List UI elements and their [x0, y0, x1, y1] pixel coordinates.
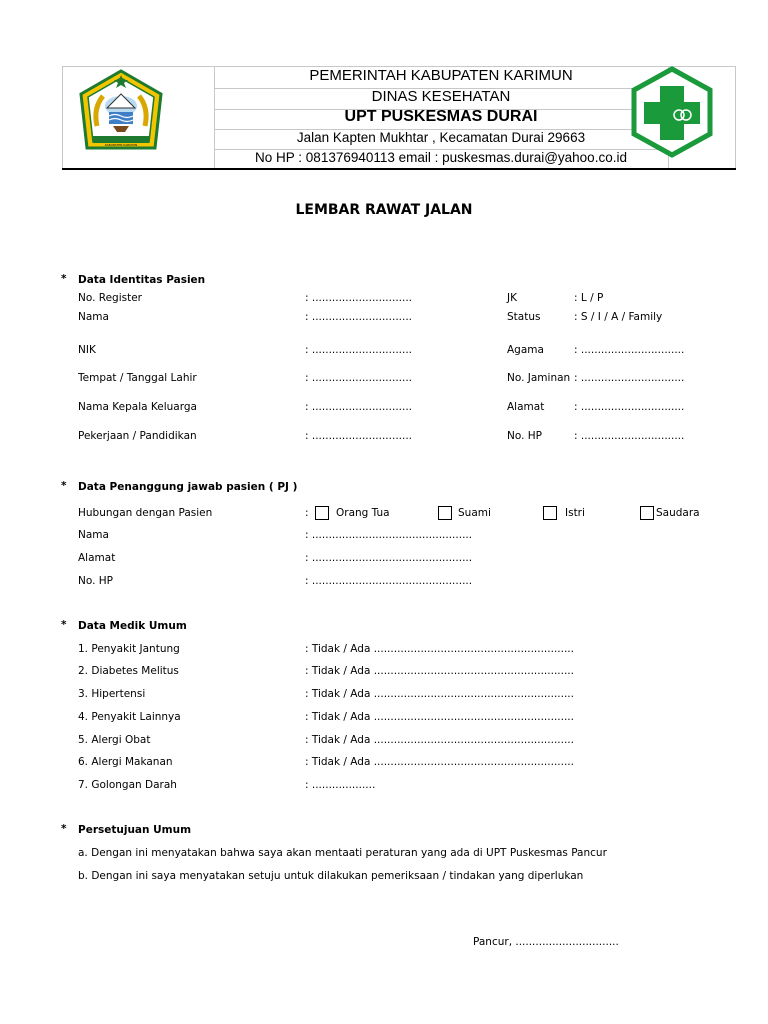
field-label: Nama Kepala Keluarga [78, 401, 197, 413]
section-bullet: * [61, 480, 67, 492]
medical-item-value[interactable]: : Tidak / Ada ............................................................ [305, 711, 574, 723]
field-value[interactable]: : .............................. [305, 344, 413, 356]
field-label: Alamat [507, 401, 545, 413]
option-label: Orang Tua [336, 507, 390, 519]
consent-item: b. Dengan ini saya menyatakan setuju untuk dilakukan pemeriksaan / tindakan yang diperlukan [78, 870, 584, 882]
header-institution: UPT PUSKESMAS DURAI [344, 108, 538, 125]
field-value[interactable]: : .............................. [305, 430, 413, 442]
field-label: Pekerjaan / Pandidikan [78, 430, 197, 442]
field-value[interactable]: : ............................... [574, 344, 685, 356]
section-heading-persetujuan: Persetujuan Umum [78, 824, 192, 836]
document-title: LEMBAR RAWAT JALAN [295, 202, 473, 218]
field-value[interactable]: : ............................... [574, 430, 685, 442]
puskesmas-cross-icon [630, 66, 714, 158]
header-department: DINAS KESEHATAN [371, 88, 511, 105]
field-label: Agama [507, 344, 544, 356]
medical-item-value[interactable]: : Tidak / Ada ............................................................ [305, 688, 574, 700]
medical-item-label: 4. Penyakit Lainnya [78, 711, 181, 723]
field-value[interactable]: : S / I / A / Family [574, 311, 663, 323]
section-heading-medik: Data Medik Umum [78, 620, 187, 632]
place-date-line[interactable]: Pancur, ............................... [473, 936, 619, 948]
consent-item: a. Dengan ini menyatakan bahwa saya akan mentaati peraturan yang ada di UPT Puskesmas Pancur [78, 847, 607, 859]
field-label: No. HP [507, 430, 542, 442]
field-label: No. HP [78, 575, 113, 587]
medical-item-label: 7. Golongan Darah [78, 779, 177, 791]
regency-emblem-text: KABUPATEN KARIMUN [104, 143, 138, 147]
field-label: Tempat / Tanggal Lahir [78, 372, 197, 384]
checkbox-istri[interactable] [543, 506, 557, 520]
option-label: Istri [565, 507, 585, 519]
header-government: PEMERINTAH KABUPATEN KARIMUN [309, 67, 573, 84]
field-label: NIK [78, 344, 96, 356]
field-label: Nama [78, 311, 109, 323]
field-value[interactable]: : .............................. [305, 292, 413, 304]
option-label: Suami [458, 507, 491, 519]
field-value[interactable]: : L / P [574, 292, 604, 304]
field-value[interactable]: : .............................. [305, 401, 413, 413]
field-label: No. Jaminan [507, 372, 571, 384]
field-value[interactable]: : .............................. [305, 372, 413, 384]
medical-item-label: 2. Diabetes Melitus [78, 665, 179, 677]
medical-item-label: 6. Alergi Makanan [78, 756, 173, 768]
medical-item-label: 1. Penyakit Jantung [78, 643, 180, 655]
field-colon: : [305, 507, 309, 519]
field-value[interactable]: : ................................................ [305, 529, 473, 541]
field-label: Nama [78, 529, 109, 541]
medical-item-label: 3. Hipertensi [78, 688, 146, 700]
field-value[interactable]: : ............................... [574, 401, 685, 413]
field-label: Status [507, 311, 541, 323]
field-value[interactable]: : .............................. [305, 311, 413, 323]
field-value[interactable]: : ............................... [574, 372, 685, 384]
checkbox-suami[interactable] [438, 506, 452, 520]
medical-item-value[interactable]: : Tidak / Ada ............................................................ [305, 734, 574, 746]
field-label: Alamat [78, 552, 116, 564]
medical-item-label: 5. Alergi Obat [78, 734, 151, 746]
section-bullet: * [61, 823, 67, 835]
medical-item-value[interactable]: : Tidak / Ada ............................................................ [305, 665, 574, 677]
header-address: Jalan Kapten Mukhtar , Kecamatan Durai 29663 [296, 130, 586, 145]
medical-item-value[interactable]: : Tidak / Ada ............................................................ [305, 643, 574, 655]
field-value[interactable]: : ................................................ [305, 552, 473, 564]
header-contact: No HP : 081376940113 email : puskesmas.durai@yahoo.co.id [255, 150, 627, 165]
option-label: Saudara [656, 507, 700, 519]
section-heading-identitas: Data Identitas Pasien [78, 274, 206, 286]
checkbox-orang-tua[interactable] [315, 506, 329, 520]
medical-item-value[interactable]: : ................... [305, 779, 376, 791]
section-bullet: * [61, 619, 67, 631]
field-label: No. Register [78, 292, 142, 304]
section-heading-penanggung: Data Penanggung jawab pasien ( PJ ) [78, 481, 298, 493]
section-bullet: * [61, 273, 67, 285]
field-label: Hubungan dengan Pasien [78, 507, 213, 519]
checkbox-saudara[interactable] [640, 506, 654, 520]
field-value[interactable]: : ................................................ [305, 575, 473, 587]
field-label: JK [507, 292, 517, 304]
medical-item-value[interactable]: : Tidak / Ada ............................................................ [305, 756, 574, 768]
